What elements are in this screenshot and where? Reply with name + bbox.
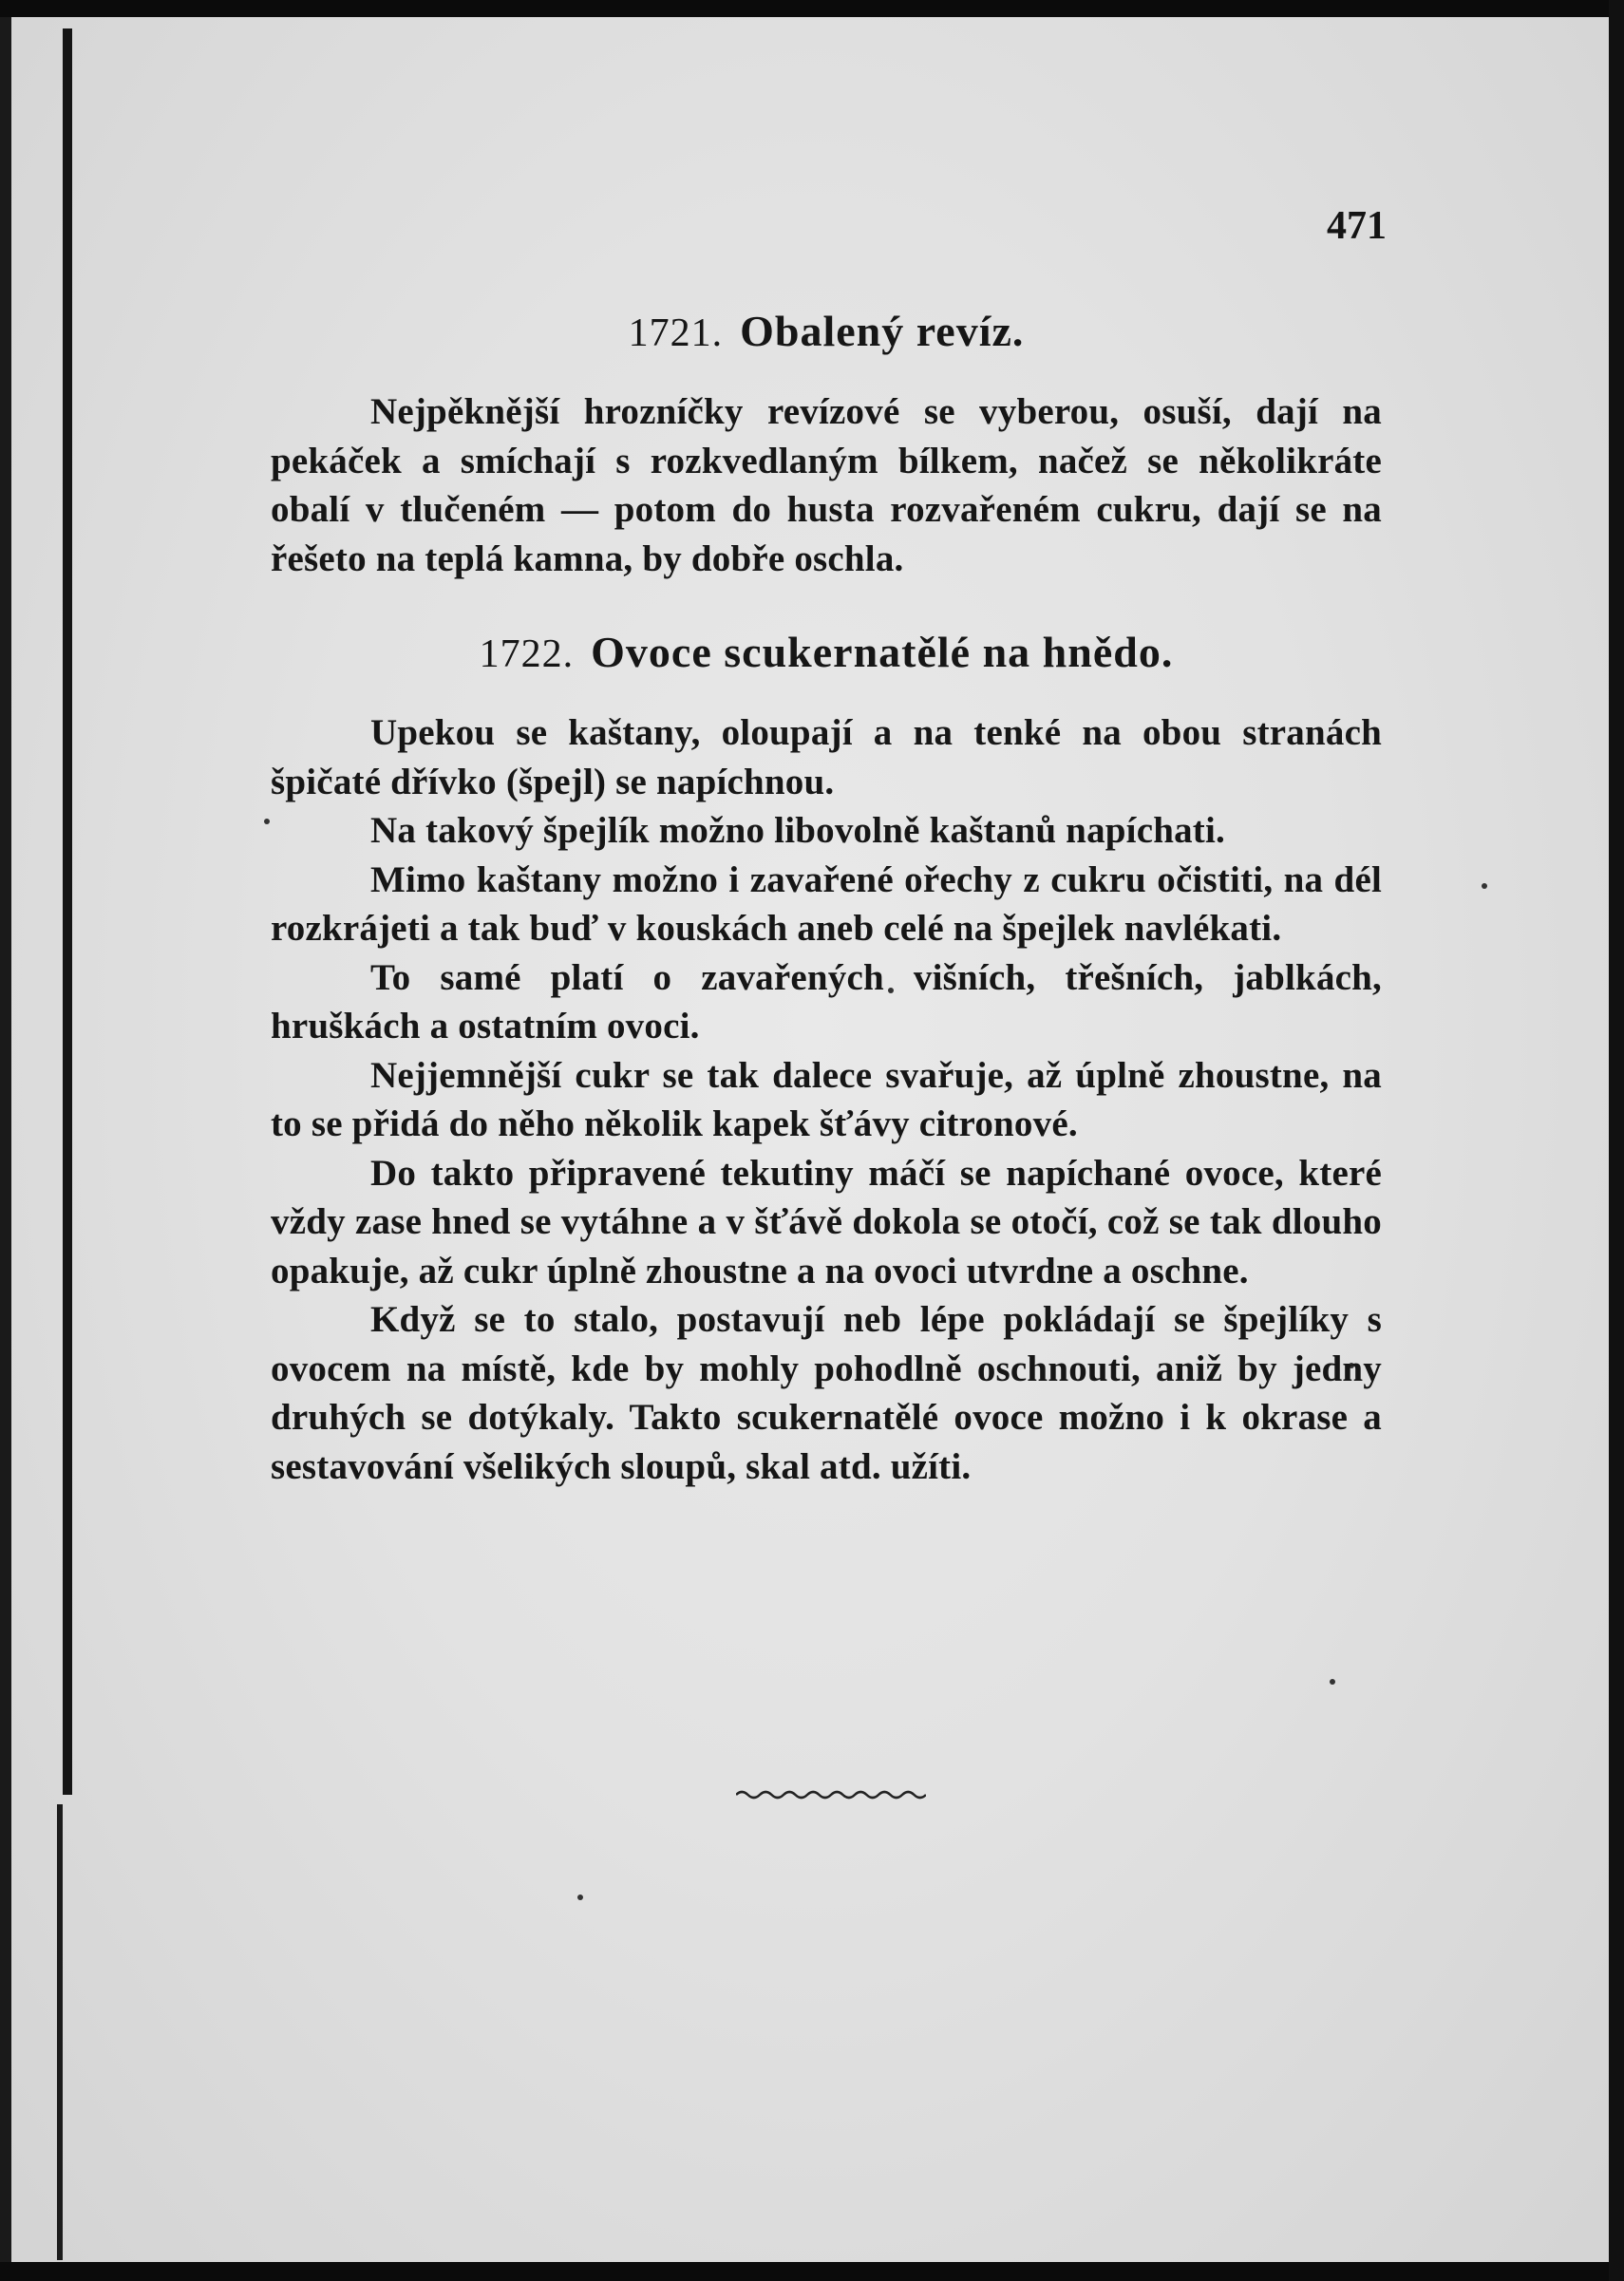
scan-speck	[1482, 883, 1487, 889]
page-number: 471	[1327, 204, 1387, 248]
section-heading-1721	[271, 304, 1382, 361]
section-number: 1722.	[479, 632, 575, 676]
section-title: Obalený revíz.	[740, 307, 1025, 355]
scan-right-edge	[1609, 0, 1624, 2281]
paragraph: Když se to stalo, postavují neb lépe pokládají se špejlíky s ovocem na místě, kde by mohly pohodlně oschnouti, aniž by jedny druhých se dotýkaly. Takto scukernatělé ovoce možno i k okrase a sestavování všelikých sloupů, skal atd. užíti.	[271, 1299, 1382, 1487]
scan-speck	[577, 1895, 583, 1900]
paragraph: Na takový špejlík možno libovolně kaštanů napíchati.	[370, 810, 1225, 851]
wavy-divider-ornament	[736, 1785, 926, 1804]
binding-shadow	[63, 28, 72, 1795]
scan-left-edge	[0, 0, 11, 2281]
scan-top-edge	[0, 0, 1624, 17]
paragraph: Nejjemnější cukr se tak dalece svařuje, až úplně zhoustne, na to se přidá do něho několik kapek šťávy citronové.	[271, 1054, 1382, 1144]
paragraph: Do takto připravené tekutiny máčí se napíchané ovoce, které vždy zase hned se vytáhne a v šťávě dokola se otočí, což se tak dlouho opakuje, až cukr úplně zhoustne a na ovoci utvrdne a oschne.	[271, 1152, 1382, 1291]
scan-speck	[264, 819, 270, 824]
page-content	[271, 304, 1382, 1491]
paragraph: Upekou se kaštany, oloupají a na tenké na obou stranách špičaté dřívko (špejl) se napíchnou.	[271, 712, 1382, 802]
section-heading-1722	[271, 625, 1382, 682]
paragraph: Mimo kaštany možno i zavařené ořechy z cukru očistiti, na dél rozkrájeti a tak buď v kouskách aneb celé na špejlek navlékati.	[271, 858, 1382, 949]
scan-bottom-edge	[0, 2262, 1624, 2281]
paragraph: To samé platí o zavařených višních, třešních, jablkách, hruškách a ostatním ovoci.	[271, 956, 1382, 1046]
paragraph: Nejpěknější hrozníčky revízové se vyberou, osuší, dají na pekáček a smíchají s rozkvedlaným bílkem, načež se několikráte obalí v tlučeném — potom do husta rozvařeném cukru, dají se na řešeto na teplá kamna, by dobře oschla.	[271, 391, 1382, 579]
binding-shadow-lower	[57, 1804, 63, 2260]
section-title: Ovoce scukernatělé na hnědo.	[591, 628, 1174, 676]
section-number: 1721.	[628, 311, 724, 355]
scan-speck	[1330, 1679, 1335, 1685]
